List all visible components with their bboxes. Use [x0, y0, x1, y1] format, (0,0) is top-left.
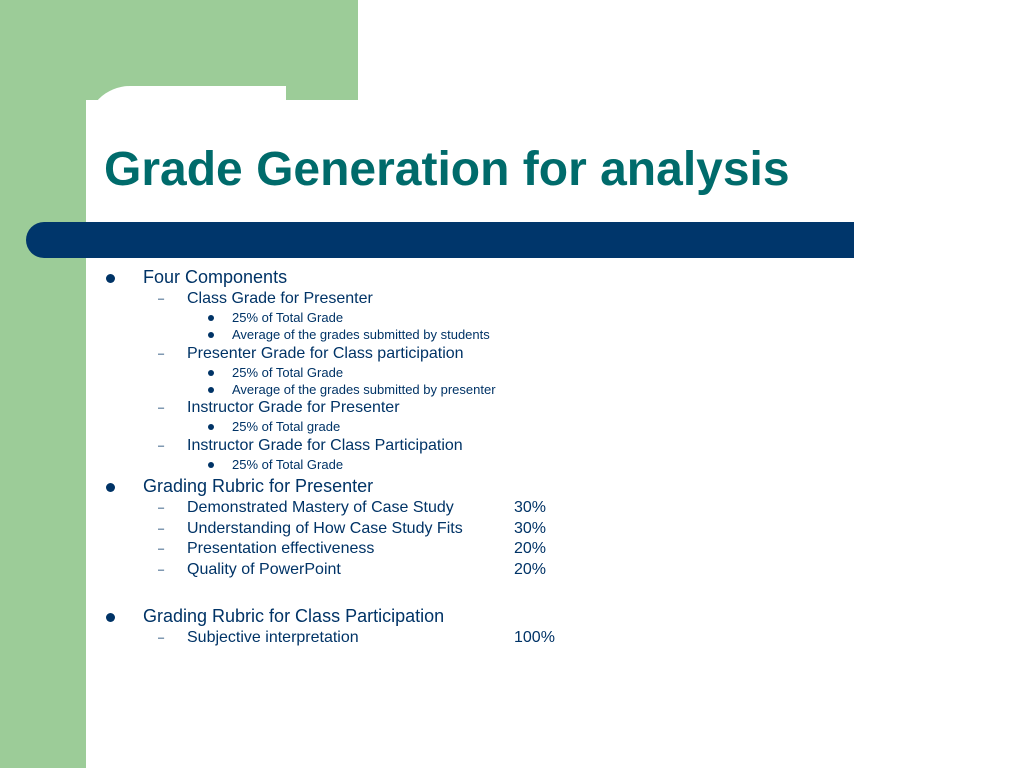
list-item: Presenter Grade for Class participation	[187, 345, 464, 362]
bullet-icon	[208, 387, 214, 393]
dash-icon: –	[158, 543, 165, 555]
section-label: Four Components	[143, 267, 288, 287]
rubric-item: Quality of PowerPoint	[187, 561, 341, 578]
bullet-icon	[106, 483, 115, 492]
rubric-item: Demonstrated Mastery of Case Study	[187, 499, 454, 516]
sub-item: Average of the grades submitted by students	[232, 327, 490, 342]
dash-icon: –	[158, 564, 165, 576]
list-item: Class Grade for Presenter	[187, 290, 373, 307]
bullet-icon	[106, 613, 115, 622]
list-item: Instructor Grade for Presenter	[187, 399, 400, 416]
list-item: Instructor Grade for Class Participation	[187, 437, 463, 454]
sub-item: 25% of Total Grade	[232, 457, 344, 472]
rubric-item: Understanding of How Case Study Fits	[187, 520, 463, 537]
rubric-percent: 30%	[514, 499, 547, 516]
rubric-item: Presentation effectiveness	[187, 540, 375, 557]
section-label: Grading Rubric for Presenter	[143, 476, 374, 496]
sub-item: Average of the grades submitted by presenter	[232, 382, 496, 397]
bullet-icon	[208, 315, 214, 321]
dash-icon: –	[158, 632, 165, 644]
sub-item: 25% of Total grade	[232, 419, 341, 434]
dash-icon: –	[158, 502, 165, 514]
dash-icon: –	[158, 402, 165, 414]
bullet-icon	[208, 370, 214, 376]
bullet-icon	[208, 424, 214, 430]
slide-title: Grade Generation for analysis	[104, 143, 790, 196]
rubric-item: Subjective interpretation	[187, 629, 359, 646]
rubric-percent: 20%	[514, 561, 547, 578]
section-label: Grading Rubric for Class Participation	[143, 606, 445, 626]
rubric-percent: 30%	[514, 520, 547, 537]
dash-icon: –	[158, 293, 165, 305]
bullet-icon	[208, 332, 214, 338]
dash-icon: –	[158, 348, 165, 360]
bullet-icon	[106, 274, 115, 283]
sub-item: 25% of Total Grade	[232, 310, 344, 325]
bullet-icon	[208, 462, 214, 468]
rubric-percent: 100%	[514, 629, 555, 646]
rubric-percent: 20%	[514, 540, 547, 557]
dash-icon: –	[158, 440, 165, 452]
dash-icon: –	[158, 523, 165, 535]
sub-item: 25% of Total Grade	[232, 365, 344, 380]
